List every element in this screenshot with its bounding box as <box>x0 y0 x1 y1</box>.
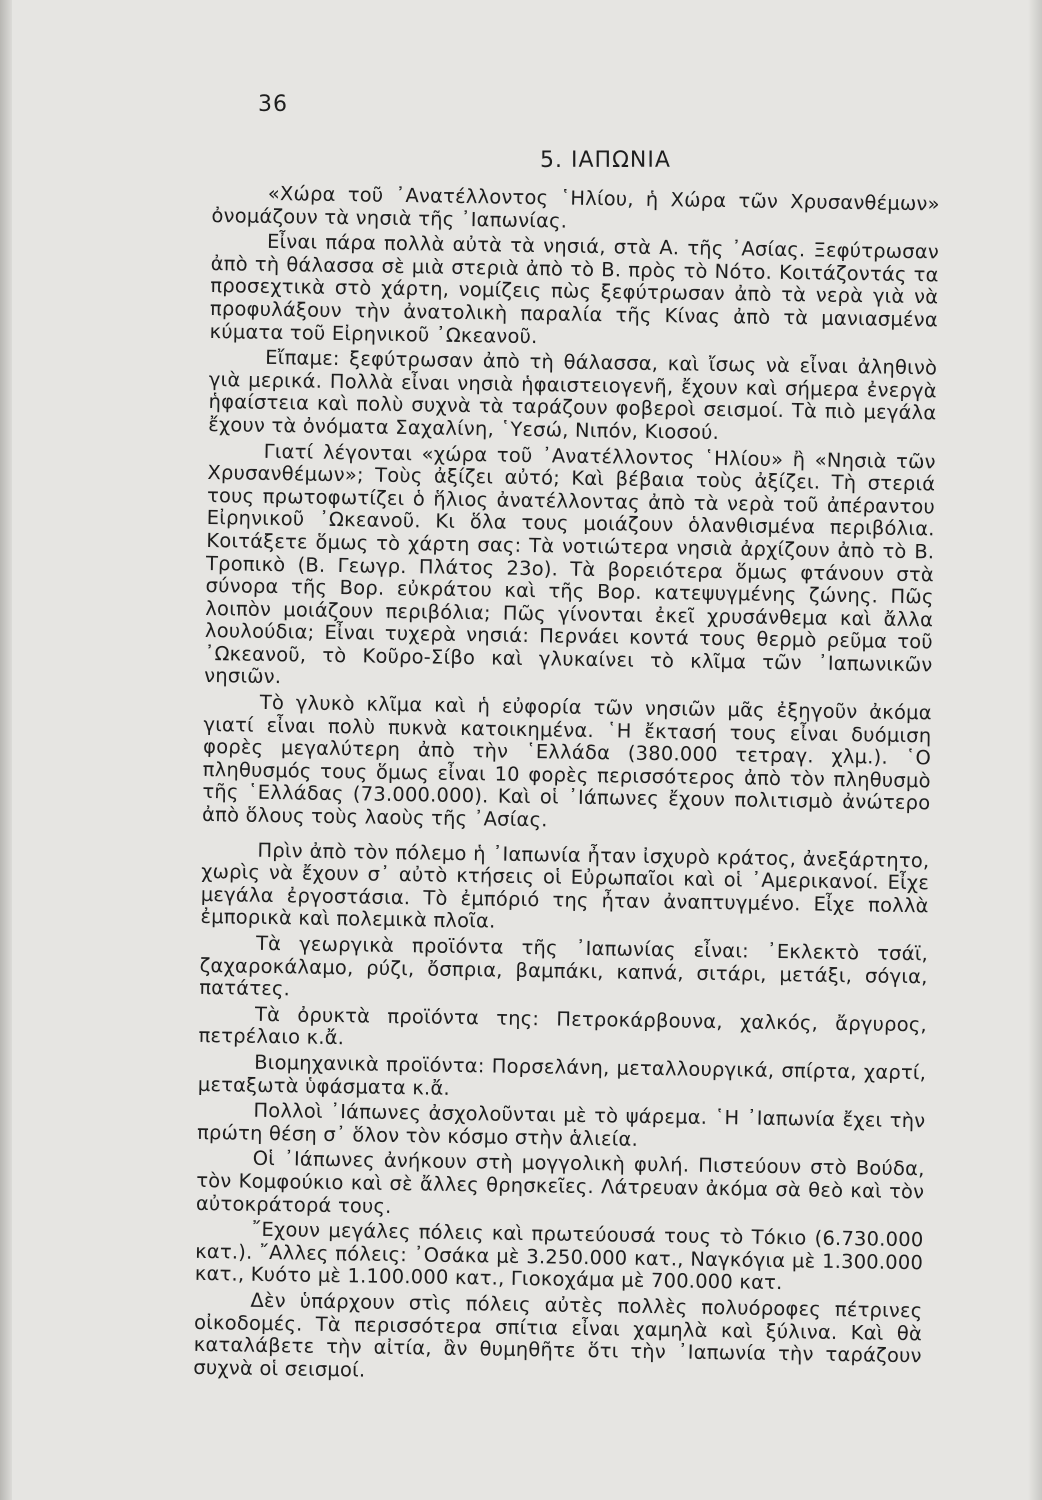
chapter-title: 5. ΙΑΠΩΝΙΑ <box>540 148 671 173</box>
paragraph: Εἴπαμε: ξεφύτρωσαν ἀπὸ τὴ θάλασσα, καὶ ἴσως νὰ εἶναι ἀληθινὸ γιὰ μερικά. Πολλὰ εἶναι νησιὰ ἡφαιστειογενῆ, ἔχουν καὶ σήμερα ἐνεργὰ ἡφαίστεια καὶ πολὺ συχνὰ τὰ ταράζουν φοβεροὶ σεισμοί. Τὰ πιὸ μεγάλα ἔχουν τὰ ὀνόματα Σαχαλίνη, ῾Υεσώ, Νιπόν, Κιοσού. <box>208 346 938 444</box>
paragraph: Γιατί λέγονται «χώρα τοῦ ᾿Ανατέλλοντος ῾Ηλίου» ἢ «Νησιὰ τῶν Χρυσανθέμων»; Τοὺς ἀξίζει αὐτό; Καὶ βέβαια τοὺς ἀξίζει. Τὴ στεριά τους πρωτοφωτίζει ὁ ἥλιος ἀνατέλλοντας ἀπὸ τὰ νερὰ τοῦ ἀπέραντου Εἰρηνικοῦ ᾿Ωκεανοῦ. Κι ὅλα τους μοιάζουν ὁλανθισμένα περιβόλια. Κοιτάξετε ὅμως τὸ χάρτη σας: Τὰ νοτιώτερα νησιὰ ἀρχίζουν ἀπὸ τὸ Β. Τροπικὸ (Β. Γεωγρ. Πλάτος 23ο). Τὰ βορειότερα ὅμως φτάνουν στὰ σύνορα τῆς Βορ. εὐκράτου καὶ τῆς Βορ. κατεψυγμένης ζώνης. Πῶς λοιπὸν μοιάζουν περιβόλια; Πῶς γίνονται ἐκεῖ χρυσάνθεμα καὶ ἄλλα λουλούδια; Εἶναι τυχερὰ νησιά: Περνάει κοντά τους θερμὸ ρεῦμα τοῦ ᾿Ωκεανοῦ, τὸ Κοῦρο-Σίβο καὶ γλυκαίνει τὸ κλῖμα τῶν ᾿Ιαπωνικῶν νησιῶν. <box>204 439 936 689</box>
body-text <box>193 182 940 1394</box>
paragraph: «Χώρα τοῦ ᾿Ανατέλλοντος ῾Ηλίου, ἡ Χώρα τῶν Χρυσανθέμων» ὀνομάζουν τὰ νησιὰ τῆς ᾿Ιαπωνίας. <box>211 181 940 233</box>
paragraph: Πρὶν ἀπὸ τὸν πόλεμο ἡ ᾿Ιαπωνία ἦταν ἰσχυρὸ κράτος, ἀνεξάρτητο, χωρὶς νὰ ἔχουν σ᾿ αὐτὸ κτήσεις οἱ Εὐρωπαῖοι καὶ οἱ ᾿Αμερικανοί. Εἶχε μεγάλα ἐργοστάσια. Τὸ ἐμπόριό της ἦταν ἀναπτυγμένο. Εἶχε πολλὰ ἐμπορικὰ καὶ πολεμικὰ πλοῖα. <box>200 838 930 933</box>
paragraph: Πολλοὶ ᾿Ιάπωνες ἀσχολοῦνται μὲ τὸ ψάρεμα. ῾Η ᾿Ιαπωνία ἔχει τὴν πρώτη θέση σ᾿ ὅλον τὸν κόσμο στὴν ἁλιεία. <box>196 1098 926 1151</box>
paragraph: Δὲν ὑπάρχουν στὶς πόλεις αὐτὲς πολλὲς πολυόροφες πέτρινες οἰκοδομές. Τὰ περισσότερα σπίτια εἶναι χαμηλὰ καὶ ξύλινα. Καὶ θὰ καταλάβετε τὴν αἰτία, ἂν θυμηθῆτε ὅτι τὴν ᾿Ιαπωνία τὴν ταράζουν συχνὰ οἱ σεισμοί. <box>193 1288 923 1382</box>
paragraph: Τὰ γεωργικὰ προϊόντα τῆς ᾿Ιαπωνίας εἶναι: ᾿Εκλεκτὸ τσάϊ, ζαχαροκάλαμο, ρύζι, ὄσπρια, βαμπάκι, καπνά, σιτάρι, μετάξι, σόγια, πατάτες. <box>199 931 929 1001</box>
paragraph: Βιομηχανικὰ προϊόντα: Πορσελάνη, μεταλλουργικά, σπίρτα, χαρτί, μεταξωτὰ ὑφάσματα κ.ἄ. <box>197 1050 927 1100</box>
paragraph: Οἱ ᾿Ιάπωνες ἀνήκουν στὴ μογγολικὴ φυλή. Πιστεύουν στὸ Βούδα, τὸν Κομφούκιο καὶ σὲ ἄλλες θρησκεῖες. Λάτρευαν ἀκόμα σὰ θεὸ καὶ τὸν αὐτοκράτορά τους. <box>195 1147 925 1218</box>
binding-edge <box>0 0 12 1500</box>
paragraph: Τὰ ὀρυκτὰ προϊόντα της: Πετροκάρβουνα, χαλκός, ἄργυρος, πετρέλαιο κ.ἄ. <box>198 1002 928 1050</box>
paragraph: Τὸ γλυκὸ κλῖμα καὶ ἡ εὐφορία τῶν νησιῶν μᾶς ἐξηγοῦν ἀκόμα γιατί εἶναι πολὺ πυκνὰ κατοικημένα. ῾Η ἔκτασή τους εἶναι δυόμιση φορὲς μεγαλύτερη ἀπὸ τὴν ῾Ελλάδα (380.000 τετραγ. χλμ.). ῾Ο πληθυσμός τους ὅμως εἶναι 10 φορὲς περισσότερος ἀπὸ τὸν πληθυσμὸ τῆς ῾Ελλάδας (73.000.000). Καὶ οἱ ᾿Ιάπωνες ἔχουν πολιτισμὸ ἀνώτερο ἀπὸ ὅλους τοὺς λαοὺς τῆς ᾿Ασίας. <box>201 690 932 832</box>
page-number: 36 <box>258 92 288 117</box>
page-right-edge <box>1028 0 1042 1500</box>
paragraph: Εἶναι πάρα πολλὰ αὐτὰ τὰ νησιά, στὰ Α. τῆς ᾿Ασίας. Ξεφύτρωσαν ἀπὸ τὴ θάλασσα σὲ μιὰ στεριὰ ἀπὸ τὸ Β. πρὸς τὸ Νότο. Κοιτάζοντάς τα προσεχτικὰ στὸ χάρτη, νομίζεις πὼς ξεφύτρωσαν ἀπὸ τὰ νερὰ γιὰ νὰ προφυλάξουν τὴν ἀνατολικὴ παραλία τῆς Κίνας ἀπὸ τὰ μανιασμένα κύματα τοῦ Εἰρηνικοῦ ᾿Ωκεανοῦ. <box>209 230 940 348</box>
paragraph: ῎Εχουν μεγάλες πόλεις καὶ πρωτεύουσά τους τὸ Τόκιο (6.730.000 κατ.). ῎Αλλες πόλεις: ᾿Οσάκα μὲ 3.250.000 κατ., Ναγκόγια μὲ 1.300.000 κατ., Κυότο μὲ 1.100.000 κατ., Γιοκοχάμα μὲ 700.000 κατ. <box>194 1217 924 1295</box>
